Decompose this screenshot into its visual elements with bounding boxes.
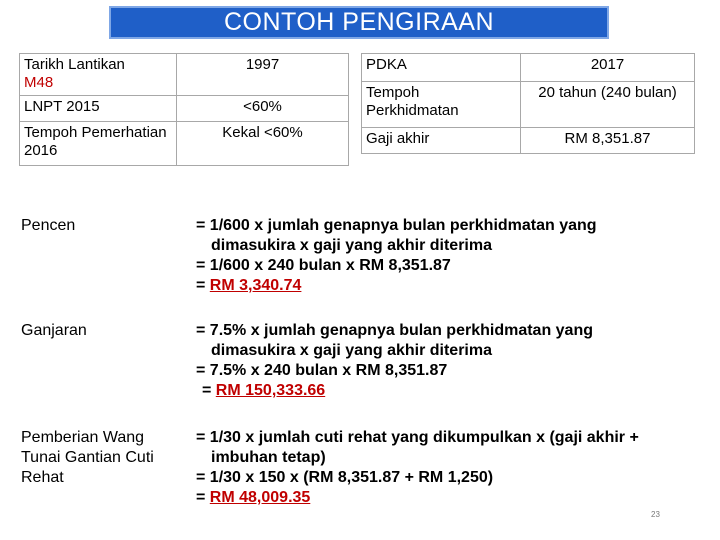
calc-line: imbuhan tetap) xyxy=(211,449,326,466)
calc-result xyxy=(196,488,639,508)
result-prefix: = xyxy=(196,277,210,294)
table-cell-label: PDKA xyxy=(362,54,521,82)
table-row xyxy=(20,96,349,122)
calc-line: = 7.5% x jumlah genapnya bulan perkhidmatan yang xyxy=(196,322,593,339)
calc-line: dimasukira x gaji yang akhir diterima xyxy=(211,342,492,359)
table-row xyxy=(20,122,349,166)
page-title: CONTOH PENGIRAAN xyxy=(109,6,609,39)
retirement-info-table xyxy=(361,53,695,154)
table-cell-value: <60% xyxy=(177,96,349,122)
row-sublabel: M48 xyxy=(24,74,54,91)
table-cell-label: Gaji akhir xyxy=(362,128,521,154)
table-cell-label: Tempoh Perkhidmatan xyxy=(362,82,521,128)
calc-line: = 1/30 x 150 x (RM 8,351.87 + RM 1,250) xyxy=(196,469,494,486)
ganjaran-calculation xyxy=(196,321,593,401)
table-row xyxy=(362,82,695,128)
table-row xyxy=(362,54,695,82)
calc-result xyxy=(196,276,597,296)
table-cell-value: 20 tahun (240 bulan) xyxy=(521,82,695,128)
table-cell-label: Tempoh Pemerhatian 2016 xyxy=(20,122,177,166)
calc-result xyxy=(196,381,593,401)
ganjaran-label: Ganjaran xyxy=(21,322,87,339)
result-prefix: = xyxy=(202,382,216,399)
table-cell-label: LNPT 2015 xyxy=(20,96,177,122)
table-cell-value: Kekal <60% xyxy=(177,122,349,166)
gcr-label-line: Pemberian Wang xyxy=(21,429,145,446)
calc-line: dimasukira x gaji yang akhir diterima xyxy=(211,237,492,254)
table-row xyxy=(20,54,349,96)
page-number: 23 xyxy=(651,510,660,519)
pencen-answer: RM 3,340.74 xyxy=(209,277,302,294)
table-cell-value: 1997 xyxy=(177,54,349,96)
table-row xyxy=(362,128,695,154)
ganjaran-answer: RM 150,333.66 xyxy=(215,382,326,399)
gcr-label-line: Tunai Gantian Cuti xyxy=(21,449,154,466)
gcr-label-line: Rehat xyxy=(21,469,64,486)
row-label: Tarikh Lantikan xyxy=(24,56,125,73)
calc-line: = 7.5% x 240 bulan x RM 8,351.87 xyxy=(196,362,448,379)
result-prefix: = xyxy=(196,489,210,506)
calc-line: = 1/30 x jumlah cuti rehat yang dikumpulkan x (gaji akhir + xyxy=(196,429,639,446)
pencen-label: Pencen xyxy=(21,217,76,234)
pencen-calculation xyxy=(196,216,597,296)
gcr-answer: RM 48,009.35 xyxy=(209,489,311,506)
calc-line: = 1/600 x 240 bulan x RM 8,351.87 xyxy=(196,257,451,274)
table-cell-label xyxy=(20,54,177,96)
gcr-calculation xyxy=(196,428,639,508)
employment-info-table xyxy=(19,53,349,166)
table-cell-value: RM 8,351.87 xyxy=(521,128,695,154)
calc-line: = 1/600 x jumlah genapnya bulan perkhidmatan yang xyxy=(196,217,597,234)
table-cell-value: 2017 xyxy=(521,54,695,82)
gcr-label xyxy=(21,428,154,488)
